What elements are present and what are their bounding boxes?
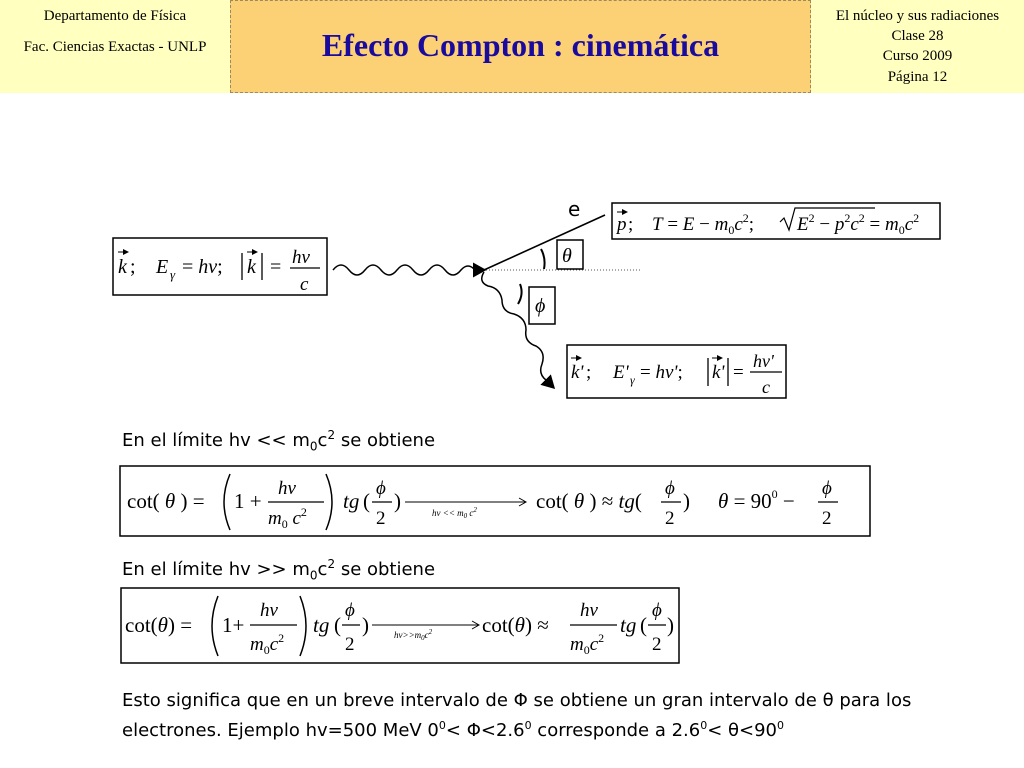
svg-text:hν>>m0c2: $h\nu>>m_0c^2$ bbox=[394, 628, 433, 642]
svg-text:γ: γ bbox=[630, 373, 635, 387]
page-number: Página 12 bbox=[887, 69, 948, 85]
svg-text:(: ( bbox=[363, 489, 370, 513]
svg-text:hν: hν bbox=[580, 600, 598, 621]
svg-text:hν: hν bbox=[260, 600, 278, 621]
svg-text:(: ( bbox=[334, 613, 341, 637]
svg-text:hν << m0 c2: $h\nu << m_0$ $c^2$ bbox=[432, 506, 477, 520]
svg-text:cot( θ ) =: cot( θ ) = bbox=[127, 489, 205, 513]
svg-text:hν: hν bbox=[292, 247, 310, 268]
svg-text:): ) bbox=[362, 613, 369, 637]
scattered-photon-box bbox=[567, 345, 786, 398]
conclusion-line-2: electrones. Ejemplo hv=500 MeV $0^0< \Phi<2.6^0$ corresponde a $2.6^0< \theta<90^0$ bbox=[122, 719, 785, 741]
svg-text:;: ; bbox=[130, 256, 136, 278]
svg-text:tg: tg bbox=[620, 613, 637, 637]
course-title: El núcleo y sus radiaciones bbox=[835, 8, 1000, 24]
svg-text:c: c bbox=[762, 377, 770, 397]
department-label: Departamento de Física bbox=[43, 8, 187, 24]
svg-text:θ = 900 −: $\theta = 90^0$ − bbox=[718, 487, 795, 513]
svg-text:E: E bbox=[156, 256, 169, 278]
svg-text:k': k' bbox=[571, 362, 584, 383]
svg-text:2: 2 bbox=[345, 634, 355, 655]
svg-text:m0c2: $m_0c^2$ bbox=[570, 631, 605, 657]
class-number: Clase 28 bbox=[891, 28, 944, 44]
conclusion-text bbox=[122, 688, 911, 743]
svg-text:tg: tg bbox=[313, 613, 330, 637]
svg-text:ϕ: ϕ bbox=[652, 600, 662, 621]
svg-text:;: ; bbox=[586, 362, 592, 383]
formula-high-limit bbox=[121, 588, 679, 663]
svg-text:m0 c2: $m_0$ $c^2$ bbox=[268, 505, 307, 531]
svg-text:ϕ: ϕ bbox=[665, 478, 675, 499]
svg-text:k': k' bbox=[712, 362, 725, 383]
svg-text:1+: 1+ bbox=[222, 613, 245, 637]
svg-text:k: k bbox=[247, 256, 256, 278]
svg-text:p: p bbox=[617, 214, 627, 235]
incident-photon-box bbox=[113, 238, 327, 295]
svg-text:2: 2 bbox=[822, 508, 832, 529]
limit-high-caption: En el límite hv >> $m_0c^2$ se obtiene bbox=[122, 557, 436, 583]
svg-text:hν': hν' bbox=[753, 351, 774, 371]
svg-text:= hν';: = hν'; bbox=[640, 362, 683, 383]
formula-low-limit bbox=[120, 466, 870, 536]
svg-text:tg: tg bbox=[343, 489, 360, 513]
svg-text:ϕ: ϕ bbox=[822, 478, 832, 499]
svg-text:k: k bbox=[118, 256, 127, 278]
svg-text:γ: γ bbox=[170, 267, 176, 282]
svg-text:hν: hν bbox=[278, 478, 296, 499]
theta-label: θ bbox=[562, 245, 572, 267]
limit-low-caption: En el límite hv << $m_0c^2$ se obtiene bbox=[122, 428, 436, 454]
svg-text:): ) bbox=[667, 613, 674, 637]
conclusion-line-1: Esto significa que en un breve intervalo de Φ se obtiene un gran intervalo de θ para los bbox=[122, 690, 912, 711]
svg-text:ϕ: ϕ bbox=[376, 478, 386, 499]
svg-text:2: 2 bbox=[652, 634, 662, 655]
svg-text:): ) bbox=[683, 489, 690, 513]
svg-text:2: 2 bbox=[665, 508, 675, 529]
svg-text:cot(θ) =: cot(θ) = bbox=[125, 613, 193, 637]
incident-photon-wave bbox=[333, 265, 485, 275]
electron-formula-box bbox=[612, 203, 940, 239]
svg-text:E2 − p2c2 = m0c2: $E^2 - p^2c^2 = m_0c^2$ bbox=[797, 211, 920, 237]
course-year: Curso 2009 bbox=[882, 48, 953, 64]
svg-text:m0c2: $m_0c^2$ bbox=[250, 631, 285, 657]
page-title: Efecto Compton : cinemática bbox=[321, 27, 720, 63]
svg-text:(: ( bbox=[640, 613, 647, 637]
electron-label: e bbox=[568, 197, 581, 221]
svg-text:): ) bbox=[394, 489, 401, 513]
svg-text:cot( θ ) ≈ tg(: cot( θ ) ≈ tg( bbox=[536, 489, 642, 513]
svg-text:T = E − m0c2;: $T = E - m_0c^2$; bbox=[652, 211, 755, 237]
phi-label: ϕ bbox=[535, 295, 546, 317]
svg-text:E': E' bbox=[613, 362, 629, 383]
svg-text:=: = bbox=[733, 362, 744, 383]
faculty-label: Fac. Ciencias Exactas - UNLP bbox=[23, 39, 207, 55]
svg-text:2: 2 bbox=[376, 508, 386, 529]
svg-text:= hν;: = hν; bbox=[182, 256, 223, 278]
svg-text:;: ; bbox=[628, 214, 634, 235]
svg-text:cot(θ) ≈: cot(θ) ≈ bbox=[482, 613, 549, 637]
svg-text:c: c bbox=[300, 274, 309, 295]
svg-text:1 +: 1 + bbox=[234, 489, 262, 513]
svg-text:=: = bbox=[270, 256, 282, 278]
svg-text:ϕ: ϕ bbox=[345, 600, 355, 621]
